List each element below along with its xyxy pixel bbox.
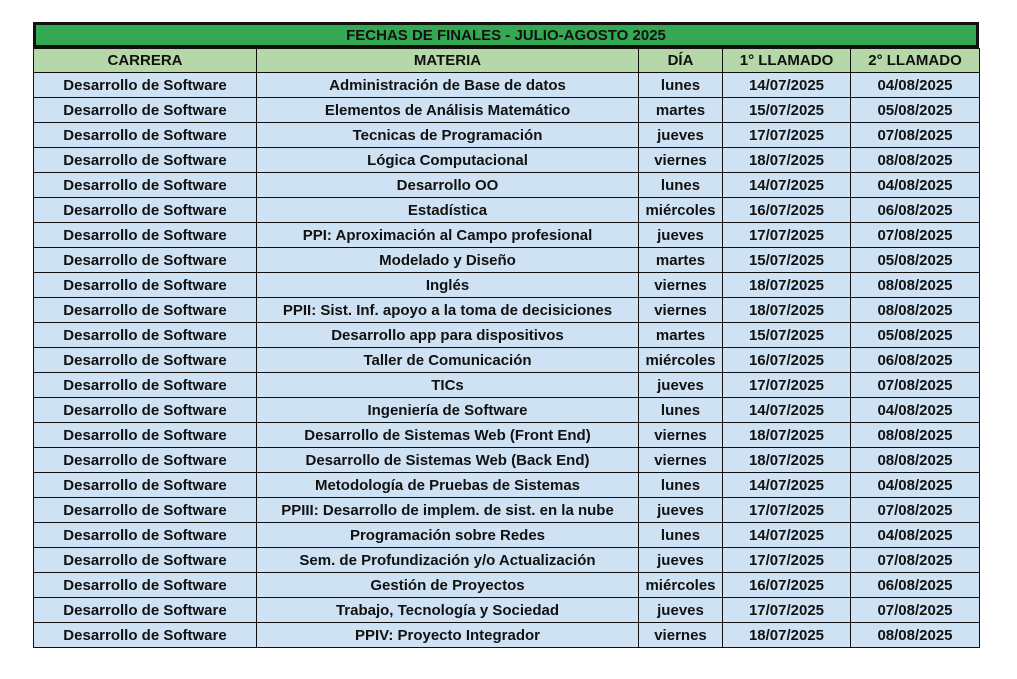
cell-materia[interactable]: Desarrollo OO	[257, 173, 639, 198]
cell-segundo-llamado[interactable]: 06/08/2025	[851, 573, 980, 598]
header-row	[34, 49, 980, 73]
cell-carrera[interactable]: Desarrollo de Software	[34, 298, 257, 323]
cell-materia[interactable]: PPIII: Desarrollo de implem. de sist. en la nube	[257, 498, 639, 523]
cell-segundo-llamado[interactable]: 08/08/2025	[851, 298, 980, 323]
cell-segundo-llamado[interactable]: 08/08/2025	[851, 448, 980, 473]
cell-dia[interactable]: jueves	[639, 123, 723, 148]
cell-materia[interactable]: Sem. de Profundización y/o Actualización	[257, 548, 639, 573]
cell-materia[interactable]: Trabajo, Tecnología y Sociedad	[257, 598, 639, 623]
table-row	[34, 423, 980, 448]
cell-dia[interactable]: viernes	[639, 623, 723, 648]
table-row	[34, 373, 980, 398]
header-segundo-llamado[interactable]: 2° LLAMADO	[851, 49, 980, 73]
table-row	[34, 548, 980, 573]
table-row	[34, 223, 980, 248]
cell-carrera[interactable]: Desarrollo de Software	[34, 248, 257, 273]
cell-dia[interactable]: jueves	[639, 223, 723, 248]
table-row	[34, 198, 980, 223]
table-row	[34, 623, 980, 648]
table-row	[34, 573, 980, 598]
cell-dia[interactable]: miércoles	[639, 573, 723, 598]
cell-segundo-llamado[interactable]: 06/08/2025	[851, 198, 980, 223]
cell-materia[interactable]: PPIV: Proyecto Integrador	[257, 623, 639, 648]
cell-segundo-llamado[interactable]: 06/08/2025	[851, 348, 980, 373]
cell-segundo-llamado[interactable]: 04/08/2025	[851, 173, 980, 198]
cell-carrera[interactable]: Desarrollo de Software	[34, 148, 257, 173]
cell-primer-llamado[interactable]: 15/07/2025	[723, 323, 851, 348]
cell-carrera[interactable]: Desarrollo de Software	[34, 273, 257, 298]
cell-dia[interactable]: lunes	[639, 73, 723, 98]
table-row	[34, 98, 980, 123]
cell-segundo-llamado[interactable]: 04/08/2025	[851, 73, 980, 98]
cell-primer-llamado[interactable]: 16/07/2025	[723, 198, 851, 223]
cell-primer-llamado[interactable]: 18/07/2025	[723, 148, 851, 173]
cell-segundo-llamado[interactable]: 07/08/2025	[851, 373, 980, 398]
cell-dia[interactable]: jueves	[639, 548, 723, 573]
cell-primer-llamado[interactable]: 14/07/2025	[723, 398, 851, 423]
cell-carrera[interactable]: Desarrollo de Software	[34, 223, 257, 248]
header-materia[interactable]: MATERIA	[257, 49, 639, 73]
cell-segundo-llamado[interactable]: 05/08/2025	[851, 98, 980, 123]
cell-materia[interactable]: Modelado y Diseño	[257, 248, 639, 273]
cell-segundo-llamado[interactable]: 07/08/2025	[851, 223, 980, 248]
table-row	[34, 148, 980, 173]
cell-carrera[interactable]: Desarrollo de Software	[34, 173, 257, 198]
cell-primer-llamado[interactable]: 14/07/2025	[723, 173, 851, 198]
table-row	[34, 348, 980, 373]
cell-materia[interactable]: Administración de Base de datos	[257, 73, 639, 98]
table-row	[34, 73, 980, 98]
cell-primer-llamado[interactable]: 17/07/2025	[723, 548, 851, 573]
cell-carrera[interactable]: Desarrollo de Software	[34, 73, 257, 98]
cell-materia[interactable]: Desarrollo de Sistemas Web (Back End)	[257, 448, 639, 473]
table-row	[34, 248, 980, 273]
cell-carrera[interactable]: Desarrollo de Software	[34, 523, 257, 548]
cell-carrera[interactable]: Desarrollo de Software	[34, 373, 257, 398]
cell-primer-llamado[interactable]: 16/07/2025	[723, 573, 851, 598]
cell-segundo-llamado[interactable]: 08/08/2025	[851, 273, 980, 298]
header-carrera[interactable]: CARRERA	[34, 49, 257, 73]
cell-segundo-llamado[interactable]: 07/08/2025	[851, 123, 980, 148]
cell-primer-llamado[interactable]: 14/07/2025	[723, 473, 851, 498]
cell-carrera[interactable]: Desarrollo de Software	[34, 573, 257, 598]
cell-segundo-llamado[interactable]: 05/08/2025	[851, 248, 980, 273]
cell-materia[interactable]: Estadística	[257, 198, 639, 223]
cell-dia[interactable]: miércoles	[639, 348, 723, 373]
cell-carrera[interactable]: Desarrollo de Software	[34, 123, 257, 148]
cell-materia[interactable]: TICs	[257, 373, 639, 398]
table-row	[34, 523, 980, 548]
cell-segundo-llamado[interactable]: 07/08/2025	[851, 598, 980, 623]
cell-segundo-llamado[interactable]: 08/08/2025	[851, 423, 980, 448]
cell-primer-llamado[interactable]: 17/07/2025	[723, 498, 851, 523]
cell-dia[interactable]: viernes	[639, 148, 723, 173]
cell-carrera[interactable]: Desarrollo de Software	[34, 348, 257, 373]
cell-primer-llamado[interactable]: 17/07/2025	[723, 223, 851, 248]
cell-carrera[interactable]: Desarrollo de Software	[34, 323, 257, 348]
cell-primer-llamado[interactable]: 18/07/2025	[723, 423, 851, 448]
cell-dia[interactable]: lunes	[639, 398, 723, 423]
cell-primer-llamado[interactable]: 14/07/2025	[723, 523, 851, 548]
cell-carrera[interactable]: Desarrollo de Software	[34, 623, 257, 648]
cell-materia[interactable]: Lógica Computacional	[257, 148, 639, 173]
cell-primer-llamado[interactable]: 18/07/2025	[723, 273, 851, 298]
table-row	[34, 498, 980, 523]
cell-carrera[interactable]: Desarrollo de Software	[34, 448, 257, 473]
table-row	[34, 473, 980, 498]
cell-materia[interactable]: Desarrollo app para dispositivos	[257, 323, 639, 348]
cell-primer-llamado[interactable]: 15/07/2025	[723, 98, 851, 123]
cell-primer-llamado[interactable]: 17/07/2025	[723, 373, 851, 398]
table-row	[34, 598, 980, 623]
cell-carrera[interactable]: Desarrollo de Software	[34, 473, 257, 498]
cell-carrera[interactable]: Desarrollo de Software	[34, 198, 257, 223]
cell-primer-llamado[interactable]: 15/07/2025	[723, 248, 851, 273]
cell-materia[interactable]: Elementos de Análisis Matemático	[257, 98, 639, 123]
cell-segundo-llamado[interactable]: 08/08/2025	[851, 623, 980, 648]
cell-dia[interactable]: jueves	[639, 598, 723, 623]
header-primer-llamado[interactable]: 1° LLAMADO	[723, 49, 851, 73]
cell-carrera[interactable]: Desarrollo de Software	[34, 398, 257, 423]
cell-materia[interactable]: Ingeniería de Software	[257, 398, 639, 423]
table-row	[34, 448, 980, 473]
cell-primer-llamado[interactable]: 14/07/2025	[723, 73, 851, 98]
cell-carrera[interactable]: Desarrollo de Software	[34, 98, 257, 123]
table-row	[34, 298, 980, 323]
table-row	[34, 273, 980, 298]
cell-materia[interactable]: PPI: Aproximación al Campo profesional	[257, 223, 639, 248]
cell-dia[interactable]: lunes	[639, 523, 723, 548]
cell-carrera[interactable]: Desarrollo de Software	[34, 423, 257, 448]
cell-dia[interactable]: viernes	[639, 448, 723, 473]
cell-materia[interactable]: Metodología de Pruebas de Sistemas	[257, 473, 639, 498]
cell-dia[interactable]: martes	[639, 323, 723, 348]
cell-primer-llamado[interactable]: 18/07/2025	[723, 623, 851, 648]
cell-primer-llamado[interactable]: 18/07/2025	[723, 298, 851, 323]
cell-dia[interactable]: martes	[639, 98, 723, 123]
cell-segundo-llamado[interactable]: 08/08/2025	[851, 148, 980, 173]
cell-carrera[interactable]: Desarrollo de Software	[34, 598, 257, 623]
exam-table	[33, 48, 980, 648]
cell-dia[interactable]: lunes	[639, 473, 723, 498]
cell-carrera[interactable]: Desarrollo de Software	[34, 548, 257, 573]
cell-dia[interactable]: lunes	[639, 173, 723, 198]
cell-dia[interactable]: jueves	[639, 498, 723, 523]
cell-materia[interactable]: Tecnicas de Programación	[257, 123, 639, 148]
cell-segundo-llamado[interactable]: 04/08/2025	[851, 473, 980, 498]
cell-materia[interactable]: Inglés	[257, 273, 639, 298]
cell-primer-llamado[interactable]: 18/07/2025	[723, 448, 851, 473]
cell-materia[interactable]: Taller de Comunicación	[257, 348, 639, 373]
cell-dia[interactable]: jueves	[639, 373, 723, 398]
cell-primer-llamado[interactable]: 17/07/2025	[723, 598, 851, 623]
cell-segundo-llamado[interactable]: 04/08/2025	[851, 398, 980, 423]
table-row	[34, 398, 980, 423]
table-row	[34, 123, 980, 148]
table-row	[34, 173, 980, 198]
table-row	[34, 323, 980, 348]
cell-primer-llamado[interactable]: 17/07/2025	[723, 123, 851, 148]
cell-segundo-llamado[interactable]: 04/08/2025	[851, 523, 980, 548]
cell-carrera[interactable]: Desarrollo de Software	[34, 498, 257, 523]
cell-dia[interactable]: viernes	[639, 298, 723, 323]
cell-segundo-llamado[interactable]: 07/08/2025	[851, 498, 980, 523]
sheet-title[interactable]: FECHAS DE FINALES - JULIO-AGOSTO 2025	[33, 22, 979, 48]
cell-dia[interactable]: martes	[639, 248, 723, 273]
cell-dia[interactable]: viernes	[639, 423, 723, 448]
exam-schedule-sheet	[33, 22, 979, 648]
cell-primer-llamado[interactable]: 16/07/2025	[723, 348, 851, 373]
cell-materia[interactable]: Programación sobre Redes	[257, 523, 639, 548]
cell-segundo-llamado[interactable]: 07/08/2025	[851, 548, 980, 573]
cell-segundo-llamado[interactable]: 05/08/2025	[851, 323, 980, 348]
cell-dia[interactable]: miércoles	[639, 198, 723, 223]
cell-dia[interactable]: viernes	[639, 273, 723, 298]
cell-materia[interactable]: PPII: Sist. Inf. apoyo a la toma de decisiciones	[257, 298, 639, 323]
cell-materia[interactable]: Desarrollo de Sistemas Web (Front End)	[257, 423, 639, 448]
header-dia[interactable]: DÍA	[639, 49, 723, 73]
cell-materia[interactable]: Gestión de Proyectos	[257, 573, 639, 598]
